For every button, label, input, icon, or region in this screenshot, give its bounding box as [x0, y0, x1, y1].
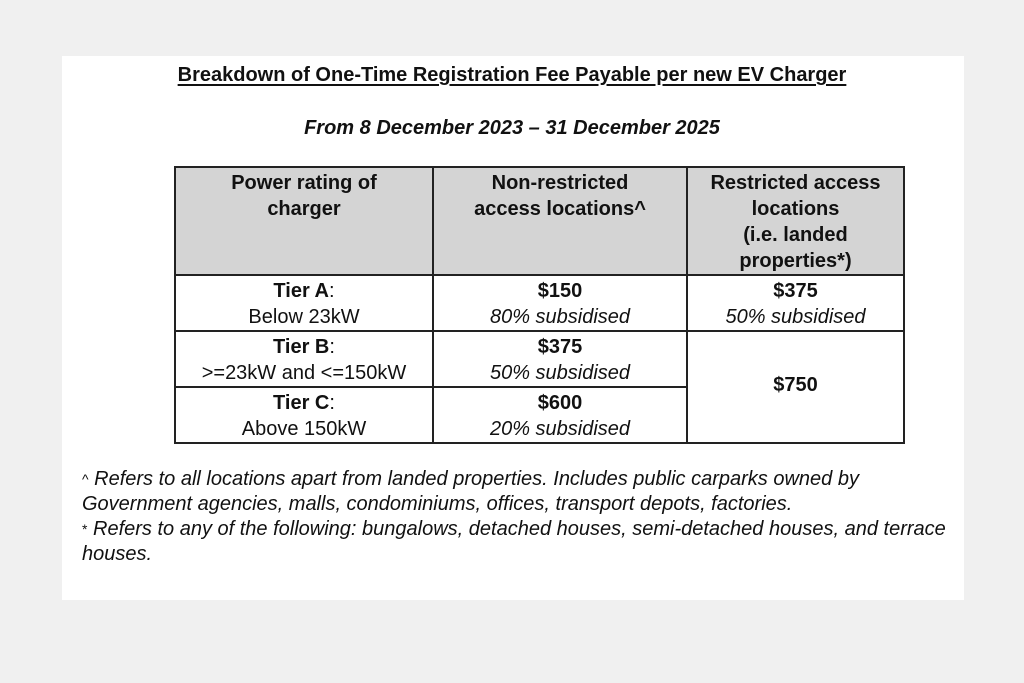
fee-amount: $375 [537, 336, 583, 358]
footnote-marker: ^ [82, 471, 89, 487]
header-line: charger [267, 198, 341, 220]
tier-range: >=23kW and <=150kW [201, 362, 407, 384]
fee-table [174, 166, 905, 444]
footnote-marker: * [82, 521, 88, 537]
footnote-asterisk [82, 517, 952, 567]
tier-suffix: : [329, 336, 335, 358]
non-restricted-cell [433, 331, 687, 387]
footnotes [82, 467, 952, 567]
tier-name: Tier C [273, 392, 330, 414]
tier-suffix: : [329, 392, 335, 414]
header-line: locations [751, 198, 840, 220]
tier-label [180, 390, 428, 416]
header-line: Restricted access [710, 172, 881, 194]
header-power-rating [175, 167, 433, 275]
tier-cell [175, 387, 433, 443]
header-line: access locations^ [474, 198, 646, 220]
header-line: properties*) [739, 250, 852, 272]
tier-name: Tier A [273, 280, 329, 302]
header-line: (i.e. landed [743, 224, 848, 246]
subsidy-text: 80% subsidised [489, 306, 631, 328]
restricted-cell-merged [687, 331, 904, 443]
page-title: Breakdown of One-Time Registration Fee Payable per new EV Charger [177, 64, 847, 86]
non-restricted-cell [433, 387, 687, 443]
header-line: Non-restricted [491, 172, 629, 194]
tier-suffix: : [329, 280, 335, 302]
tier-label [180, 334, 428, 360]
subsidy-text: 50% subsidised [489, 362, 631, 384]
table-row [175, 331, 904, 387]
fee-amount: $375 [773, 280, 818, 302]
tier-name: Tier B [273, 336, 330, 358]
table-row [175, 275, 904, 331]
footnote-text: Refers to all locations apart from landed properties. Includes public carparks owned by Government agencies, malls, condominiums, offices, transport depots, factories. [82, 468, 859, 515]
footnote-caret [82, 467, 952, 517]
non-restricted-cell [433, 275, 687, 331]
subsidy-text: 20% subsidised [489, 418, 631, 440]
tier-range: Above 150kW [241, 418, 367, 440]
tier-range: Below 23kW [248, 306, 360, 328]
header-line: Power rating of [231, 172, 377, 194]
subsidy-text: 50% subsidised [725, 306, 866, 328]
header-restricted [687, 167, 904, 275]
tier-cell [175, 275, 433, 331]
tier-cell [175, 331, 433, 387]
fee-amount: $600 [537, 392, 583, 414]
footnote-text: Refers to any of the following: bungalows, detached houses, semi-detached houses, and terrace houses. [82, 518, 946, 565]
restricted-cell [687, 275, 904, 331]
fee-amount: $150 [537, 280, 583, 302]
table-header-row [175, 167, 904, 275]
header-non-restricted [433, 167, 687, 275]
date-range-subtitle: From 8 December 2023 – 31 December 2025 [304, 117, 720, 139]
fee-amount: $750 [773, 374, 818, 396]
tier-label [180, 278, 428, 304]
